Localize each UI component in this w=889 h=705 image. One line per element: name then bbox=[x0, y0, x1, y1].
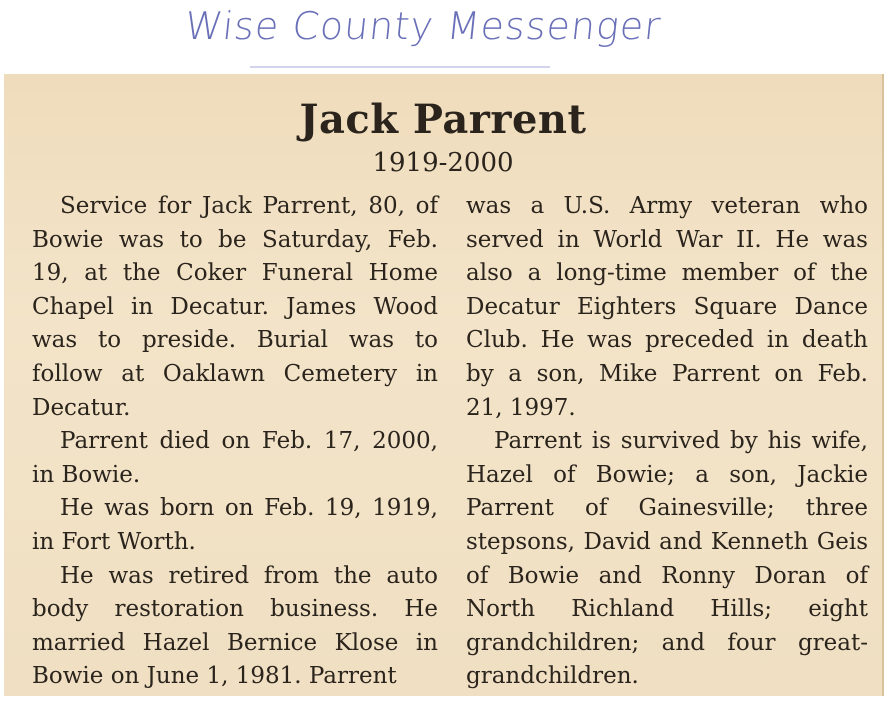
paragraph-career: He was retired from the auto body restoration business. He married Hazel Bernice Klose in Bowie on June 1, 1981. Parrent bbox=[32, 562, 438, 690]
paragraph-military: was a U.S. Army veteran who served in World War II. He was also a long-time member of the Decatur Eighters Square Dance Club. He was preceded in death by a son, Mike Parrent on Feb. 21, 1997. bbox=[466, 193, 868, 421]
paragraph-service: Service for Jack Parrent, 80, of Bowie was to be Saturday, Feb. 19, at the Coker Funeral Home Chapel in Decatur. James Wood was to preside. Burial was to follow at Oaklawn Cemetery in Decatur. bbox=[32, 193, 438, 421]
right-column bbox=[466, 190, 868, 694]
paragraph-survivors: Parrent is survived by his wife, Hazel of Bowie; a son, Jackie Parrent of Gainesville; three stepsons, David and Kenneth Geis of Bowie and Ronny Doran of North Richland Hills; eight grandchildren; and four great-grandchildren. bbox=[466, 428, 868, 690]
paragraph-death: Parrent died on Feb. 17, 2000, in Bowie. bbox=[32, 428, 438, 488]
handwritten-publication-name: Wise County Messenger bbox=[182, 4, 664, 48]
left-column bbox=[32, 190, 438, 694]
newspaper-clipping bbox=[4, 74, 884, 696]
paragraph-birth: He was born on Feb. 19, 1919, in Fort Worth. bbox=[32, 495, 438, 555]
obituary-title: Jack Parrent bbox=[299, 96, 587, 143]
obituary-years: 1919-2000 bbox=[372, 148, 514, 178]
